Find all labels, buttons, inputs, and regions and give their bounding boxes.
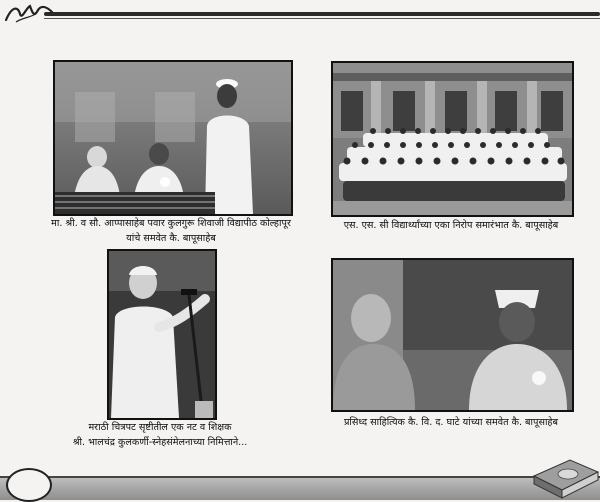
- caption-line: मराठी चित्रपट सृष्टीतील एक नट व शिक्षक: [88, 422, 232, 433]
- caption-line: मा. श्री. व सौ. आप्पासाहेब पवार कुलगुरू शिवाजी विद्यापीठ कोल्हापूर: [51, 218, 291, 229]
- photo-vice-chancellor-visit: [53, 60, 293, 216]
- caption-vice-chancellor-visit: [40, 216, 302, 246]
- footer-oval-ornament: [6, 468, 52, 502]
- photo-actor-speech: [107, 249, 217, 420]
- photo-ghate-portrait: [331, 258, 574, 412]
- book-icon: [530, 446, 600, 500]
- caption-line: श्री. भालचंद्र कुलकर्णी-स्नेहसंमेलनाच्या निमित्ताने...: [72, 437, 248, 448]
- caption-line: प्रसिध्द साहित्यिक कै. वि. द. घाटे यांच्या समवेत कै. बापूसाहेब: [343, 417, 559, 428]
- footer-band: [0, 478, 600, 500]
- caption-ssc-farewell-group: [318, 218, 584, 233]
- header-rule-thin: [44, 18, 600, 19]
- caption-line: एस. एस. सी विद्यार्थ्यांच्या एका निरोप समारंभात कै. बापूसाहेब: [343, 220, 559, 231]
- photo-ssc-farewell-group: [331, 61, 574, 217]
- caption-ghate-portrait: [318, 415, 584, 430]
- header-rule: [44, 12, 600, 16]
- caption-line: यांचे समवेत कै. बापूसाहेब: [126, 233, 216, 244]
- caption-actor-speech: [60, 420, 260, 450]
